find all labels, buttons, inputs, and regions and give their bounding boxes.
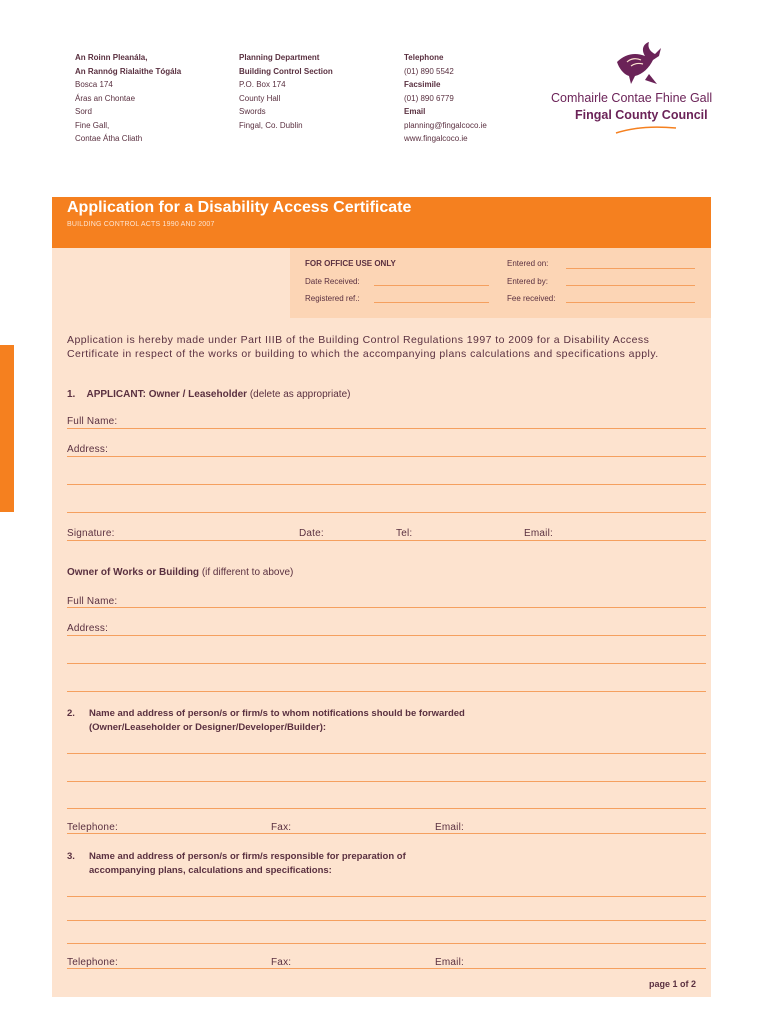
full-name-label: Full Name: xyxy=(67,416,118,427)
section-2-heading xyxy=(89,707,465,735)
address-line: Áras an Chontae xyxy=(75,93,136,103)
section-1-heading xyxy=(67,389,350,400)
fee-received-label: Fee received: xyxy=(507,294,556,303)
address-line: Building Control Section xyxy=(239,66,333,76)
owner-note: (if different to above) xyxy=(201,567,294,578)
intro-paragraph: Application is hereby made under Part IIIB of the Building Control Regulations 1997 to 2009 for a Disability Access Certificate in respect of the works or building to which the accompanying plans calculations and specifications apply. xyxy=(67,334,659,360)
facsimile-label: Facsimile xyxy=(404,80,441,89)
facsimile-value: (01) 890 6779 xyxy=(404,93,454,103)
form-title: Application for a Disability Access Certificate xyxy=(67,199,412,216)
address-line: Sord xyxy=(75,107,92,116)
notify-field-line-3[interactable] xyxy=(67,808,706,809)
notify-field-line-2[interactable] xyxy=(67,781,706,782)
registered-ref-label: Registered ref.: xyxy=(305,294,360,303)
email-label: Email: xyxy=(435,822,464,833)
owner-heading xyxy=(67,567,293,578)
notify-contact-field[interactable] xyxy=(67,833,706,834)
address-field-line-2[interactable] xyxy=(67,484,706,485)
logo-swoosh-icon xyxy=(614,125,678,135)
entered-by-label: Entered by: xyxy=(507,277,548,286)
telephone-label: Telephone: xyxy=(67,822,118,833)
section-3-line-2: accompanying plans, calculations and specifications: xyxy=(89,865,332,876)
owner-full-name-field[interactable] xyxy=(67,607,706,608)
entered-by-field[interactable] xyxy=(566,285,695,286)
tel-label: Tel: xyxy=(396,528,413,539)
date-received-field[interactable] xyxy=(374,285,489,286)
email-label: Email: xyxy=(524,528,553,539)
signature-row-field[interactable] xyxy=(67,540,706,541)
registered-ref-field[interactable] xyxy=(374,302,489,303)
address-line: Planning Department xyxy=(239,53,320,62)
section-title: APPLICANT: Owner / Leaseholder xyxy=(86,389,248,400)
section-2-number: 2. xyxy=(67,708,75,719)
preparer-field-line-1[interactable] xyxy=(67,896,706,897)
signature-label: Signature: xyxy=(67,528,115,539)
logo-english-name: Fingal County Council xyxy=(575,108,708,122)
office-use-heading: FOR OFFICE USE ONLY xyxy=(305,259,396,268)
owner-title: Owner of Works or Building xyxy=(67,567,200,578)
address-line: P.O. Box 174 xyxy=(239,80,286,89)
website-link[interactable]: www.fingalcoco.ie xyxy=(404,134,468,143)
form-subtitle: BUILDING CONTROL ACTS 1990 AND 2007 xyxy=(67,221,215,228)
owner-address-label: Address: xyxy=(67,623,109,634)
email-link[interactable]: planning@fingalcoco.ie xyxy=(404,120,487,130)
date-label: Date: xyxy=(299,528,324,539)
notify-field-line-1[interactable] xyxy=(67,753,706,754)
telephone-value: (01) 890 5542 xyxy=(404,66,454,76)
fax-label: Fax: xyxy=(271,957,292,968)
telephone-label: Telephone: xyxy=(67,957,118,968)
fee-received-field[interactable] xyxy=(566,302,695,303)
address-line: Swords xyxy=(239,107,266,116)
full-name-field[interactable] xyxy=(67,428,706,429)
section-number: 1. xyxy=(67,389,76,400)
section-note: (delete as appropriate) xyxy=(249,389,351,400)
address-field[interactable] xyxy=(67,456,706,457)
section-3-heading xyxy=(89,850,406,878)
logo-irish-name: Comhairle Contae Fhine Gall xyxy=(551,91,713,105)
preparer-field-line-3[interactable] xyxy=(67,943,706,944)
entered-on-label: Entered on: xyxy=(507,259,549,268)
owner-address-field-line-2[interactable] xyxy=(67,663,706,664)
section-2-line-1: Name and address of person/s or firm/s to whom notifications should be forwarded xyxy=(89,708,465,719)
address-line: Fine Gall, xyxy=(75,120,110,130)
telephone-label: Telephone xyxy=(404,53,444,62)
email-label: Email xyxy=(404,107,426,116)
email-label: Email: xyxy=(435,957,464,968)
heron-logo-icon xyxy=(605,40,675,95)
address-field-line-3[interactable] xyxy=(67,512,706,513)
address-irish xyxy=(75,51,181,146)
section-2-line-2: (Owner/Leaseholder or Designer/Developer/Builder): xyxy=(89,722,327,733)
address-line: Fingal, Co. Dublin xyxy=(239,120,303,130)
address-label: Address: xyxy=(67,444,109,455)
side-tab xyxy=(0,345,14,512)
preparer-field-line-2[interactable] xyxy=(67,920,706,921)
section-3-line-1: Name and address of person/s or firm/s responsible for preparation of xyxy=(89,851,406,862)
section-3-number: 3. xyxy=(67,851,75,862)
address-line: Contae Átha Cliath xyxy=(75,134,143,143)
owner-address-field-line-3[interactable] xyxy=(67,691,706,692)
address-line: Bosca 174 xyxy=(75,80,113,89)
owner-address-field[interactable] xyxy=(67,635,706,636)
address-line: An Roinn Pleanála, xyxy=(75,53,148,62)
entered-on-field[interactable] xyxy=(566,268,695,269)
fax-label: Fax: xyxy=(271,822,292,833)
date-received-label: Date Received: xyxy=(305,277,360,286)
address-line: An Rannóg Rialaithe Tógála xyxy=(75,66,182,76)
owner-full-name-label: Full Name: xyxy=(67,596,118,607)
page-number: page 1 of 2 xyxy=(649,979,697,989)
preparer-contact-field[interactable] xyxy=(67,968,706,969)
address-line: County Hall xyxy=(239,93,281,103)
contact-details xyxy=(404,51,487,146)
address-english xyxy=(239,51,333,132)
